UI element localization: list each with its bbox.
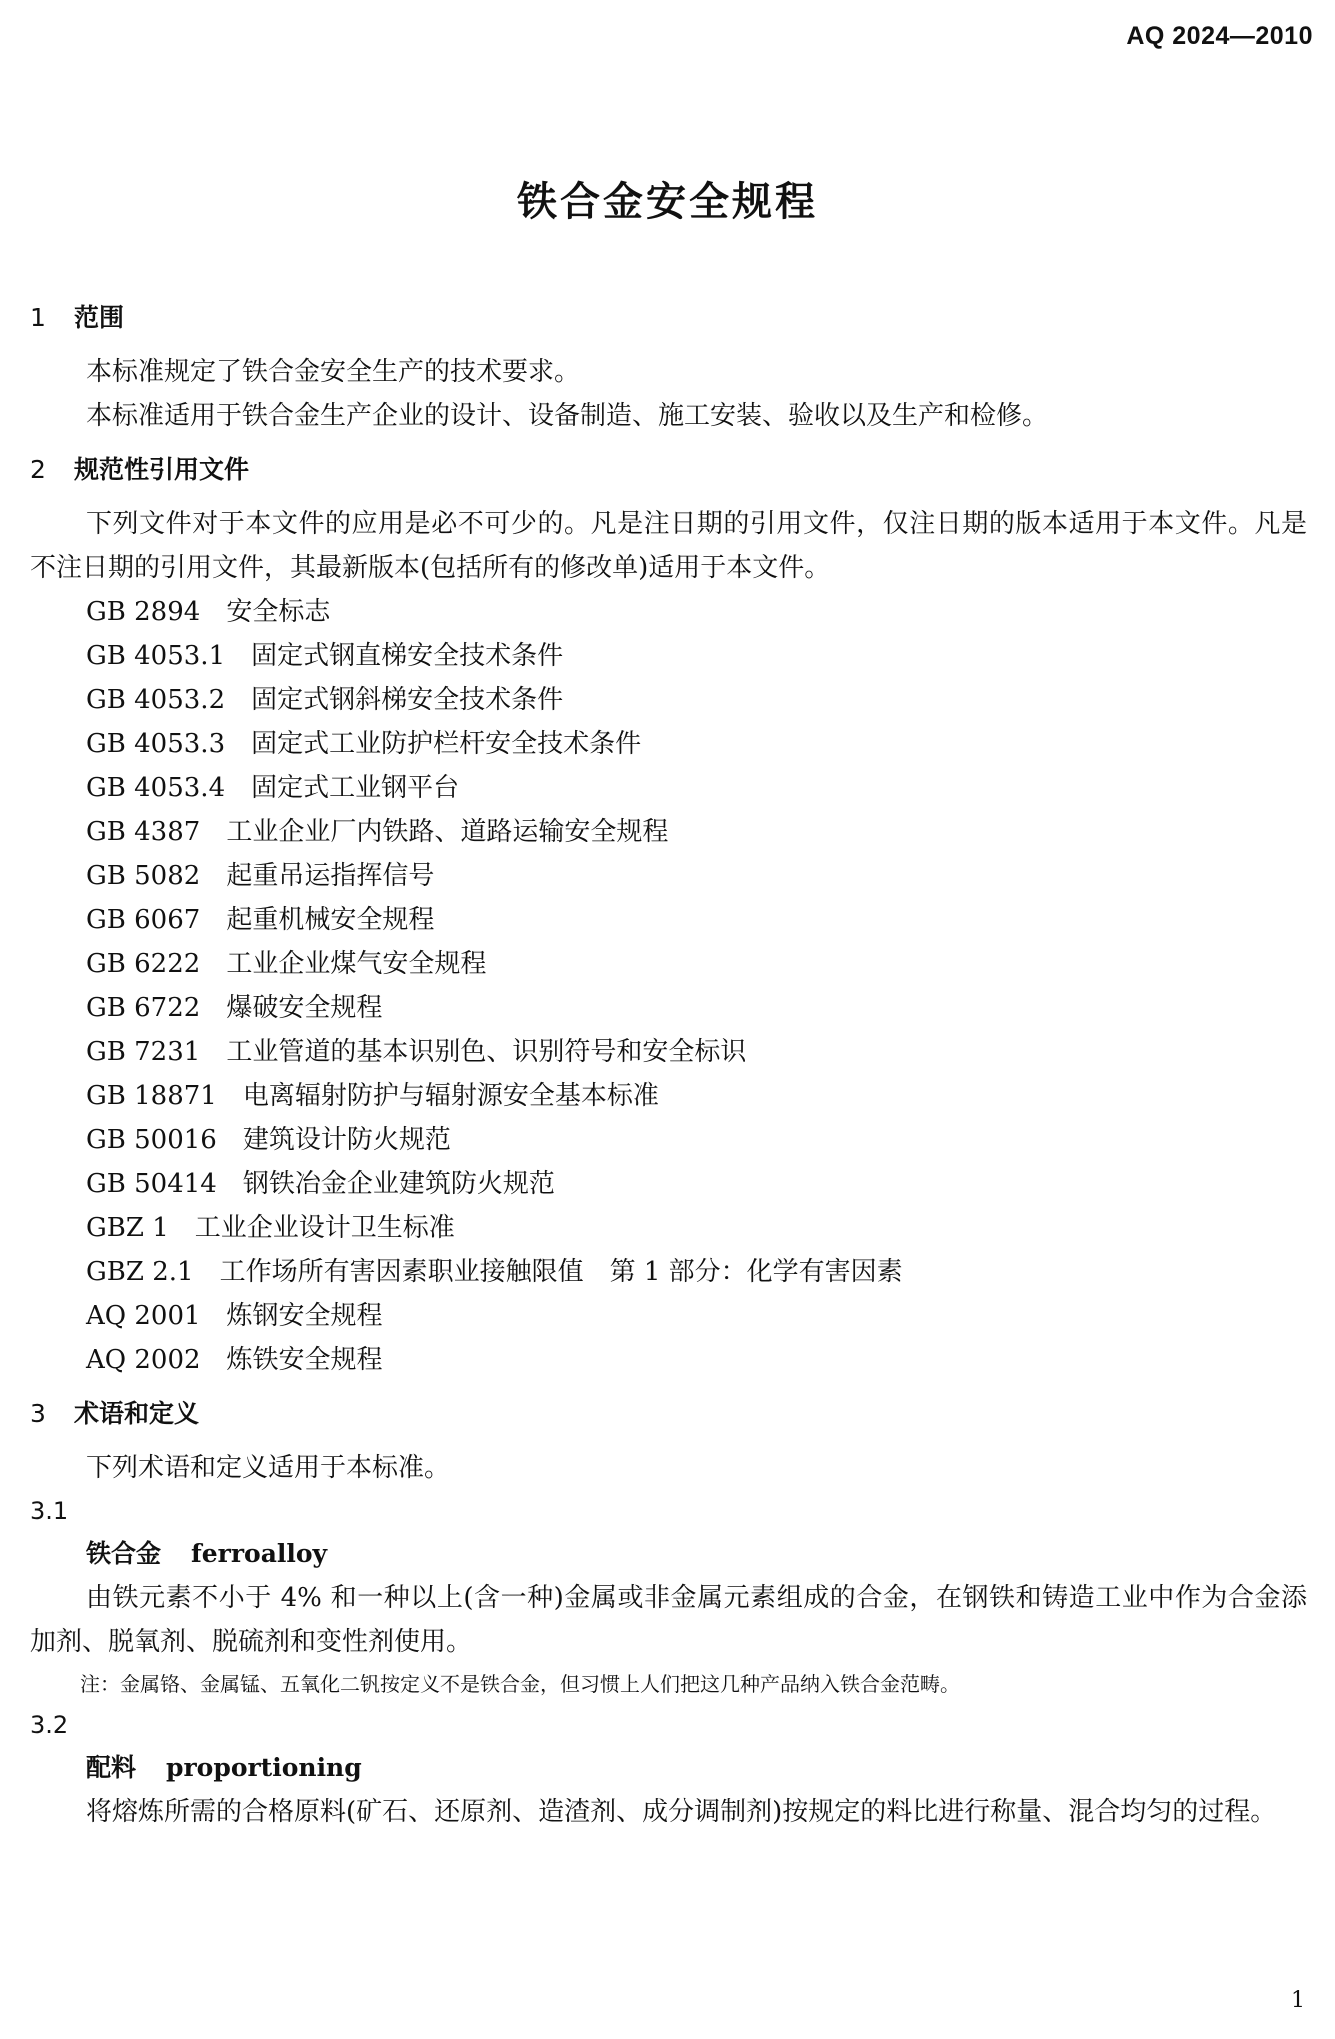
reference-title: 固定式钢斜梯安全技术条件: [251, 685, 564, 715]
reference-title: 起重机械安全规程: [226, 905, 435, 935]
reference-code: GBZ 2.1: [86, 1257, 194, 1287]
reference-code: GB 4053.3: [86, 729, 226, 759]
reference-title: 固定式工业钢平台: [251, 773, 460, 803]
reference-code: GB 4387: [86, 817, 201, 847]
reference-title: 炼铁安全规程: [226, 1345, 383, 1375]
reference-title: 炼钢安全规程: [226, 1301, 383, 1331]
reference-title: 起重吊运指挥信号: [226, 861, 435, 891]
section-number: 2: [30, 455, 46, 484]
document-title: 铁合金安全规程: [517, 179, 818, 225]
reference-item: [30, 1162, 1307, 1206]
section-number: 3: [30, 1399, 46, 1428]
section-title: 术语和定义: [74, 1399, 200, 1428]
reference-item: [30, 1074, 1307, 1118]
terms-intro: 下列术语和定义适用于本标准。: [86, 1453, 451, 1483]
reference-title: 固定式钢直梯安全技术条件: [251, 641, 564, 671]
section-title: 规范性引用文件: [74, 455, 250, 484]
reference-code: GB 4053.1: [86, 641, 226, 671]
section-number: 1: [30, 303, 46, 332]
reference-item: [30, 722, 1307, 766]
term-chinese: 配料: [86, 1753, 137, 1782]
reference-title: 工作场所有害因素职业接触限值 第 1 部分：化学有害因素: [219, 1257, 903, 1287]
document-body: [30, 296, 1307, 1834]
reference-code: GB 18871: [86, 1081, 217, 1111]
reference-code: AQ 2002: [86, 1345, 201, 1375]
reference-code: GB 4053.2: [86, 685, 226, 715]
term-number: 3.1: [30, 1497, 69, 1525]
references-intro: 下列文件对于本文件的应用是必不可少的。凡是注日期的引用文件，仅注日期的版本适用于本文件。凡是不注日期的引用文件，其最新版本(包括所有的修改单)适用于本文件。: [30, 509, 1307, 583]
reference-item: [30, 1206, 1307, 1250]
reference-title: 工业企业煤气安全规程: [226, 949, 487, 979]
standard-code: AQ 2024—2010: [1126, 22, 1313, 50]
reference-item: [30, 1250, 1307, 1294]
reference-item: [30, 942, 1307, 986]
term-english: proportioning: [166, 1753, 362, 1782]
section-heading: [30, 1392, 1307, 1436]
reference-title: 工业企业厂内铁路、道路运输安全规程: [226, 817, 669, 847]
reference-code: GB 7231: [86, 1037, 201, 1067]
reference-item: [30, 766, 1307, 810]
page-number: 1: [1291, 1988, 1305, 2013]
reference-title: 安全标志: [226, 597, 331, 627]
reference-item: [30, 898, 1307, 942]
scope-paragraph: 本标准适用于铁合金生产企业的设计、设备制造、施工安装、验收以及生产和检修。: [86, 401, 1049, 431]
reference-item: [30, 590, 1307, 634]
term-chinese: 铁合金: [86, 1539, 162, 1568]
reference-code: GBZ 1: [86, 1213, 169, 1243]
reference-list: [30, 590, 1307, 1382]
section-heading: [30, 448, 1307, 492]
term-number: 3.2: [30, 1711, 69, 1739]
reference-item: [30, 1118, 1307, 1162]
reference-item: [30, 1338, 1307, 1382]
reference-item: [30, 810, 1307, 854]
reference-title: 固定式工业防护栏杆安全技术条件: [251, 729, 642, 759]
term-heading: [30, 1532, 1307, 1576]
reference-title: 电离辐射防护与辐射源安全基本标准: [242, 1081, 659, 1111]
reference-item: [30, 986, 1307, 1030]
reference-code: GB 6722: [86, 993, 201, 1023]
reference-code: GB 50414: [86, 1169, 217, 1199]
term-heading: [30, 1746, 1307, 1790]
reference-title: 建筑设计防火规范: [242, 1125, 451, 1155]
term-note: 注：金属铬、金属锰、五氧化二钒按定义不是铁合金，但习惯上人们把这几种产品纳入铁合金范畴。: [80, 1672, 960, 1696]
section-heading: [30, 296, 1307, 340]
reference-title: 钢铁冶金企业建筑防火规范: [242, 1169, 555, 1199]
reference-item: [30, 634, 1307, 678]
reference-item: [30, 1030, 1307, 1074]
reference-code: GB 6067: [86, 905, 201, 935]
term-definition: 由铁元素不小于 4% 和一种以上(含一种)金属或非金属元素组成的合金，在钢铁和铸造工业中作为合金添加剂、脱氧剂、脱硫剂和变性剂使用。: [30, 1583, 1307, 1657]
reference-code: GB 6222: [86, 949, 201, 979]
reference-item: [30, 854, 1307, 898]
reference-code: GB 2894: [86, 597, 201, 627]
reference-title: 工业企业设计卫生标准: [194, 1213, 455, 1243]
reference-code: GB 50016: [86, 1125, 217, 1155]
section-title: 范围: [74, 303, 125, 332]
reference-code: GB 5082: [86, 861, 201, 891]
reference-title: 爆破安全规程: [226, 993, 383, 1023]
reference-item: [30, 678, 1307, 722]
reference-code: AQ 2001: [86, 1301, 201, 1331]
reference-code: GB 4053.4: [86, 773, 226, 803]
term-definition: 将熔炼所需的合格原料(矿石、还原剂、造渣剂、成分调制剂)按规定的料比进行称量、混合均匀的过程。: [86, 1797, 1277, 1827]
term-english: ferroalloy: [191, 1539, 328, 1568]
reference-item: [30, 1294, 1307, 1338]
reference-title: 工业管道的基本识别色、识别符号和安全标识: [226, 1037, 747, 1067]
scope-paragraph: 本标准规定了铁合金安全生产的技术要求。: [86, 357, 581, 387]
